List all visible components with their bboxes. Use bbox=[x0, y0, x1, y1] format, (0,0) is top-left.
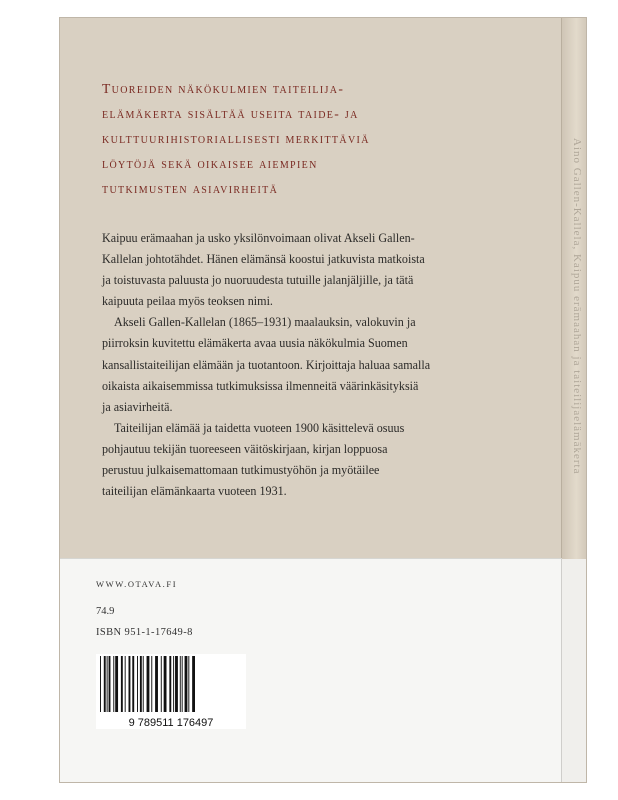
lead-line: löytöjä sekä oikaisee aiempien bbox=[102, 156, 318, 171]
cover-lead-text bbox=[102, 76, 542, 201]
barcode-digits: 9 789511 176497 bbox=[128, 717, 214, 729]
publisher-panel bbox=[60, 558, 562, 782]
barcode-bar bbox=[169, 656, 171, 712]
barcode-bar bbox=[185, 656, 188, 712]
barcode-bar bbox=[180, 656, 181, 712]
isbn-barcode bbox=[96, 654, 246, 729]
cover-description bbox=[102, 228, 572, 502]
lead-line: kulttuurihistoriallisesti merkittäviä bbox=[102, 131, 370, 146]
lead-line: elämäkerta sisältää useita taide- ja bbox=[102, 106, 359, 121]
body-line: Kaipuu erämaahan ja usko yksilönvoimaan olivat Akseli Gallen- bbox=[102, 231, 415, 245]
barcode-bar bbox=[132, 656, 134, 712]
barcode-bar bbox=[100, 656, 101, 712]
barcode-bar bbox=[115, 656, 118, 712]
spine-bottom-panel bbox=[561, 559, 586, 782]
book-back-cover bbox=[60, 18, 586, 782]
publisher-url[interactable]: WWW.OTAVA.FI bbox=[96, 579, 178, 589]
body-line: taiteilijan elämänkaarta vuoteen 1931. bbox=[102, 484, 287, 499]
barcode-bar bbox=[104, 656, 106, 712]
spine-title: Aino Gallen-Kallela, Kaipuu erämaahan ja taiteilijaelämäkerta bbox=[571, 138, 583, 475]
body-line: Kallelan johtotähdet. Hänen elämänsä koostui jatkuvista matkoista bbox=[102, 252, 425, 267]
barcode-bar bbox=[137, 656, 138, 712]
barcode-bar bbox=[161, 656, 162, 712]
body-line: oikaista aikaisemmissa tutkimuksissa ilmenneitä väärinkäsityksiä bbox=[102, 378, 419, 393]
body-line: Taiteilijan elämää ja taidetta vuoteen 1900 käsittelevä osuus bbox=[114, 420, 405, 435]
barcode-bar bbox=[192, 656, 195, 712]
barcode-bar bbox=[173, 656, 174, 712]
body-line: Akseli Gallen-Kallelan (1865–1931) maalauksin, valokuvin ja bbox=[114, 315, 416, 330]
barcode-bar bbox=[140, 656, 142, 712]
barcode-bar bbox=[182, 656, 183, 712]
body-line: pohjautuu tekijän tuoreeseen väitöskirjaan, kirjan loppuosa bbox=[102, 441, 388, 456]
lead-line: tutkimusten asiavirheitä bbox=[102, 181, 279, 196]
barcode-bar bbox=[155, 656, 158, 712]
body-line: perustuu julkaisemattomaan tutkimustyöhön ja myötäilee bbox=[102, 463, 380, 478]
barcode-bar bbox=[129, 656, 131, 712]
classification-code: 74.9 bbox=[96, 606, 115, 617]
lead-line: Tuoreiden näkökulmien taiteilija- bbox=[102, 81, 345, 96]
publisher-info bbox=[96, 559, 396, 782]
body-line: kansallistaiteilijan elämään ja tuotantoon. Kirjoittaja haluaa samalla bbox=[102, 357, 431, 372]
barcode-bar bbox=[121, 656, 123, 712]
body-line: ja asiavirheitä. bbox=[102, 399, 173, 414]
isbn-number: ISBN 951-1-17649-8 bbox=[96, 627, 193, 638]
barcode-graphic bbox=[96, 654, 246, 729]
barcode-bar bbox=[109, 656, 111, 712]
body-line: kaipuuta peilaa myös teoksen nimi. bbox=[102, 294, 273, 309]
barcode-bar bbox=[147, 656, 150, 712]
barcode-bar bbox=[151, 656, 152, 712]
barcode-bar bbox=[175, 656, 178, 712]
body-line: ja toistuvasta paluusta jo nuoruudesta tutuille jalanjäljille, ja tätä bbox=[102, 273, 414, 288]
barcode-bar bbox=[143, 656, 144, 712]
barcode-bar bbox=[113, 656, 114, 712]
barcode-bar bbox=[125, 656, 126, 712]
barcode-bar bbox=[164, 656, 167, 712]
barcode-bar bbox=[107, 656, 108, 712]
barcode-bar bbox=[188, 656, 189, 712]
body-line: piirroksin kuvitettu elämäkerta avaa uusia näkökulmia Suomen bbox=[102, 336, 408, 351]
